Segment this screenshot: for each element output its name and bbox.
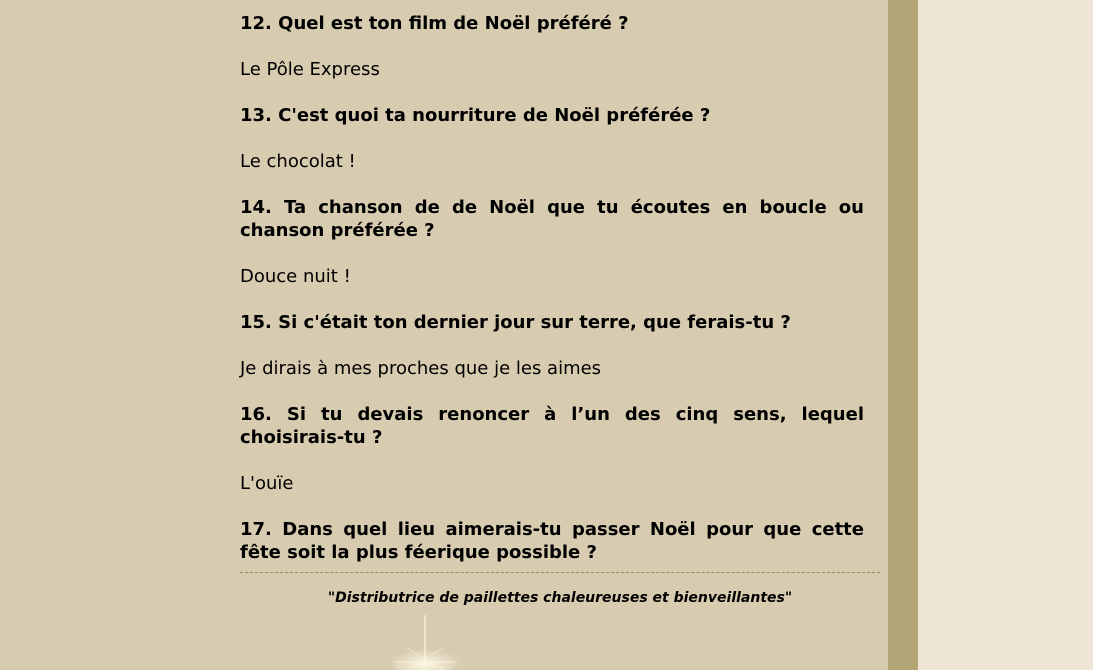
question-12: 12. Quel est ton film de Noël préféré ? (240, 13, 629, 34)
answer-13: Le chocolat ! (240, 151, 356, 172)
article-content (240, 12, 864, 587)
question-13: 13. C'est quoi ta nourriture de Noël préférée ? (240, 105, 711, 126)
dashed-divider (240, 572, 880, 573)
answer-14: Douce nuit ! (240, 266, 351, 287)
signature-text: "Distributrice de paillettes chaleureuses et bienveillantes" (327, 590, 793, 606)
sparkle-decoration-icon (385, 610, 465, 670)
question-14: 14. Ta chanson de de Noël que tu écoutes en boucle ou chanson préférée ? (240, 197, 864, 241)
right-border (888, 0, 918, 670)
answer-12: Le Pôle Express (240, 59, 380, 80)
outer-background (918, 0, 1093, 670)
answer-16: L'ouïe (240, 473, 294, 494)
question-17: 17. Dans quel lieu aimerais-tu passer Noël pour que cette fête soit la plus féerique possible ? (240, 519, 864, 563)
question-15: 15. Si c'était ton dernier jour sur terre, que ferais-tu ? (240, 312, 791, 333)
question-16: 16. Si tu devais renoncer à l’un des cinq sens, lequel choisirais-tu ? (240, 404, 864, 448)
answer-15: Je dirais à mes proches que je les aimes (240, 358, 602, 379)
